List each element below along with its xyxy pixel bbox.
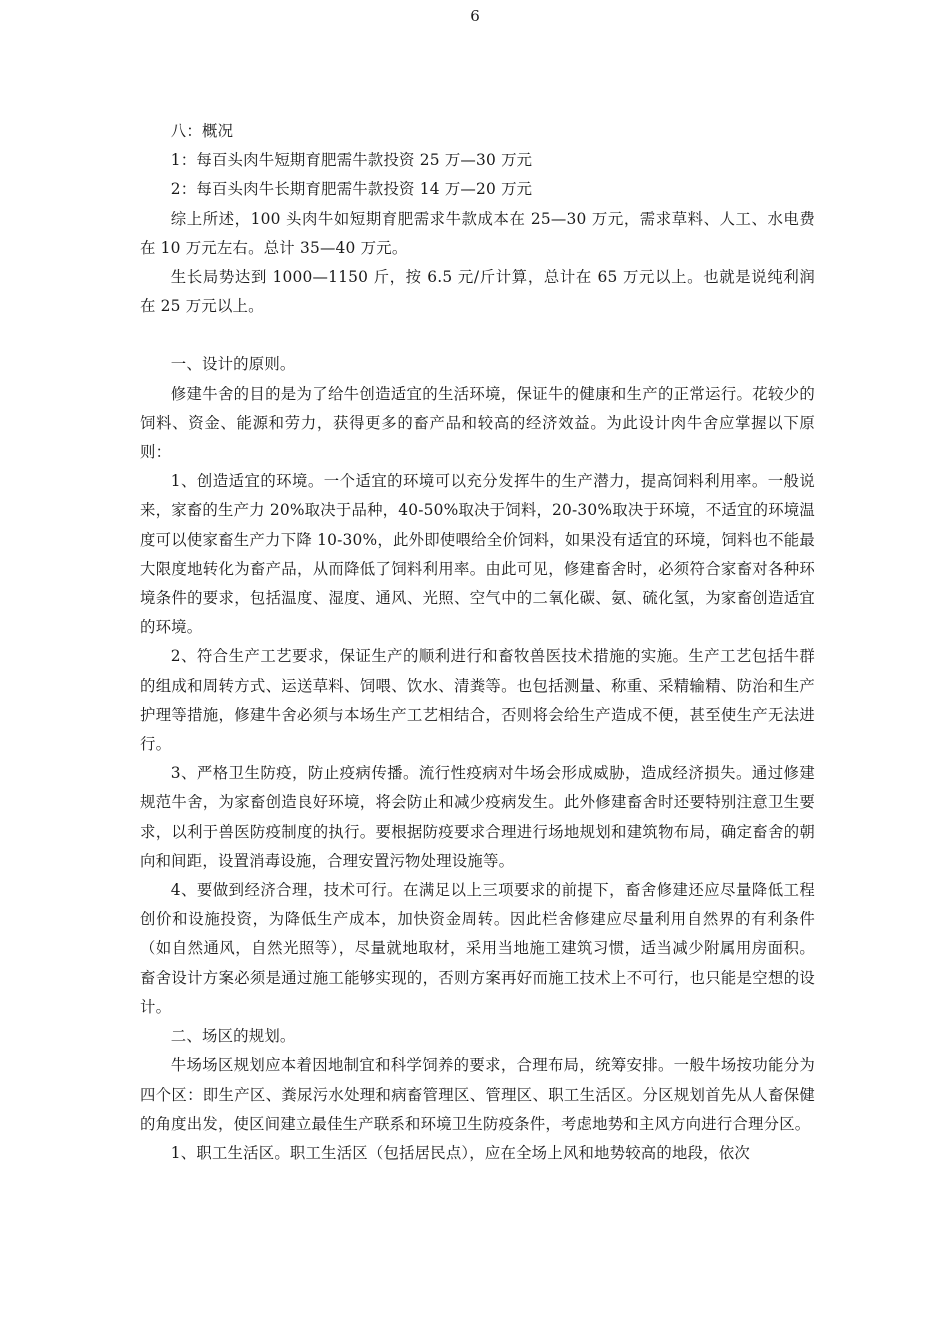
principle-3: 3、严格卫生防疫，防止疫病传播。流行性疫病对牛场会形成威胁，造成经济损失。通过修建规范牛舍，为家畜创造良好环境，将会防止和减少疫病发生。此外修建畜舍时还要特别注意卫生要求，以利于兽医防疫制度的执行。要根据防疫要求合理进行场地规划和建筑物布局，确定畜舍的朝向和间距，设置消毒设施，合理安置污物处理设施等。 (140, 764, 815, 870)
section-spacer (140, 321, 815, 350)
overview-item-2: 2：每百头肉牛长期育肥需牛款投资 14 万—20 万元 (170, 180, 533, 199)
design-principles-heading: 一、设计的原则。 (170, 355, 296, 374)
site-planning-intro: 牛场场区规划应本着因地制宜和科学饲养的要求，合理布局，统筹安排。一般牛场按功能分为四个区：即生产区、粪尿污水处理和病畜管理区、管理区、职工生活区。分区规划首先从人畜保健的角度出发，使区间建立最佳生产联系和环境卫生防疫条件，考虑地势和主风方向进行合理分区。 (140, 1056, 815, 1133)
document-body (140, 117, 815, 1168)
principle-1: 1、创造适宜的环境。一个适宜的环境可以充分发挥牛的生产潜力，提高饲料利用率。一般说来，家畜的生产力 20%取决于品种，40-50%取决于饲料，20-30%取决于环境，不适宜的环境温度可以使家畜生产力下降 10-30%，此外即使喂给全价饲料，如果没有适宜的环境，饲料也不能最大限度地转化为畜产品，从而降低了饲料利用率。由此可见，修建畜舍时，必须符合家畜对各种环境条件的要求，包括温度、湿度、通风、光照、空气中的二氧化碳、氨、硫化氢，为家畜创造适宜的环境。 (140, 472, 815, 637)
overview-summary: 综上所述，100 头肉牛如短期育肥需求牛款成本在 25—30 万元，需求草料、人工、水电费在 10 万元左右。总计 35—40 万元。 (140, 209, 815, 257)
site-planning-heading: 二、场区的规划。 (170, 1027, 296, 1046)
principle-2: 2、符合生产工艺要求，保证生产的顺利进行和畜牧兽医技术措施的实施。生产工艺包括牛群的组成和周转方式、运送草料、饲喂、饮水、清粪等。也包括测量、称重、采精输精、防治和生产护理等措施，修建牛舍必须与本场生产工艺相结合，否则将会给生产造成不便，甚至使生产无法进行。 (140, 647, 815, 754)
site-planning-item-1: 1、职工生活区。职工生活区（包括居民点），应在全场上风和地势较高的地段，依次 (170, 1143, 750, 1162)
page-number: 6 (470, 7, 480, 25)
overview-item-1: 1：每百头肉牛短期育肥需牛款投资 25 万—30 万元 (170, 151, 533, 170)
overview-heading: 八：概况 (170, 122, 234, 140)
overview-profit: 生长局势达到 1000—1150 斤，按 6.5 元/斤计算，总计在 65 万元以上。也就是说纯利润在 25 万元以上。 (140, 268, 815, 316)
principle-4: 4、要做到经济合理，技术可行。在满足以上三项要求的前提下，畜舍修建还应尽量降低工程创价和设施投资，为降低生产成本，加快资金周转。因此栏舍修建应尽量利用自然界的有利条件（如自然通风，自然光照等），尽量就地取材，采用当地施工建筑习惯，适当减少附属用房面积。畜舍设计方案必须是通过施工能够实现的，否则方案再好而施工技术上不可行，也只能是空想的设计。 (140, 881, 815, 1016)
design-principles-intro: 修建牛舍的目的是为了给牛创造适宜的生活环境，保证牛的健康和生产的正常运行。花较少的饲料、资金、能源和劳力，获得更多的畜产品和较高的经济效益。为此设计肉牛舍应掌握以下原则： (140, 384, 815, 462)
